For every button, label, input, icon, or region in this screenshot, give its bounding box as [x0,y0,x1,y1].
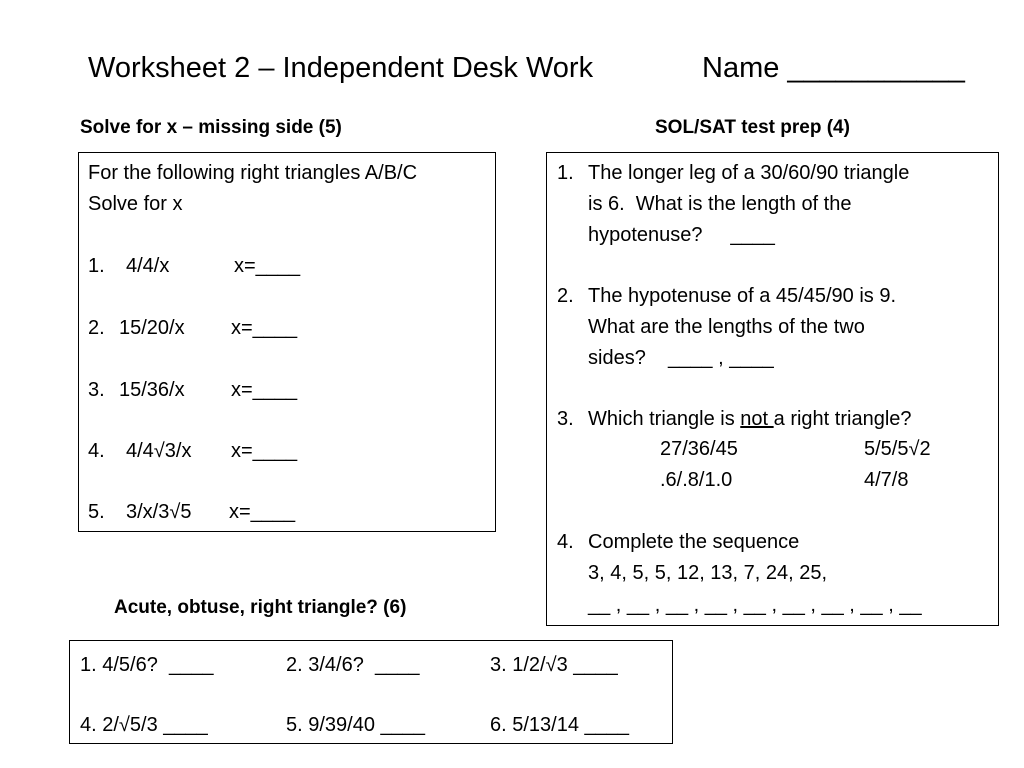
worksheet-title: Worksheet 2 – Independent Desk Work [88,52,594,84]
solve-item-number: 4. [88,440,105,462]
sol-question-text: The hypotenuse of a 45/45/90 is 9. [588,285,896,307]
sol-q3-option: 4/7/8 [864,469,909,491]
solve-item-expression: 3/x/3√5 [126,501,192,523]
acute-item: 2. 3/4/6? ____ [286,654,420,676]
solve-item-answer-blank: x=____ [234,255,301,277]
sol-question-text [588,407,912,431]
acute-obtuse-heading: Acute, obtuse, right triangle? (6) [114,597,407,618]
name-field-label: Name ___________ [702,52,965,84]
solve-item-expression: 4/4/x [126,255,170,277]
sol-question-text: hypotenuse? ____ [588,224,775,246]
solve-item-answer-blank: x=____ [231,379,298,401]
sol-q3-option: .6/.8/1.0 [660,469,733,491]
solve-item-number: 3. [88,379,105,401]
solve-item-number: 2. [88,317,105,339]
sol-question-number: 1. [557,162,574,184]
solve-item-answer-blank: x=____ [231,317,298,339]
acute-item: 5. 9/39/40 ____ [286,714,426,736]
sol-question-number: 4. [557,531,574,553]
sol-sequence-blanks: __ , __ , __ , __ , __ , __ , __ , __ , __ [588,594,922,616]
acute-item: 3. 1/2/√3 ____ [490,654,618,676]
solve-for-x-box [78,152,496,532]
solve-item-number: 1. [88,255,105,277]
solve-item-answer-blank: x=____ [229,501,296,523]
sol-question-text: What are the lengths of the two [588,316,865,338]
acute-obtuse-box [69,640,673,744]
sol-question-text: sides? ____ , ____ [588,347,774,369]
sol-question-number: 2. [557,285,574,307]
acute-item: 1. 4/5/6? ____ [80,654,214,676]
sol-sequence-values: 3, 4, 5, 5, 12, 13, 7, 24, 25, [588,562,828,584]
sol-q3-suffix: a right triangle? [773,408,912,430]
solve-intro-line-1: For the following right triangles A/B/C [88,162,418,184]
solve-item-expression: 15/20/x [119,317,185,339]
solve-item-expression: 4/4√3/x [126,440,192,462]
sol-question-number: 3. [557,408,574,430]
sol-q3-prefix: Which triangle is [588,408,741,430]
acute-item: 6. 5/13/14 ____ [490,714,630,736]
solve-for-x-heading: Solve for x – missing side (5) [80,117,342,138]
sol-question-text: The longer leg of a 30/60/90 triangle [588,162,910,184]
solve-item-answer-blank: x=____ [231,440,298,462]
acute-item: 4. 2/√5/3 ____ [80,714,208,736]
sol-sat-heading: SOL/SAT test prep (4) [655,117,850,138]
sol-q3-option: 5/5/5√2 [864,438,931,460]
sol-question-text: Complete the sequence [588,531,800,553]
sol-sat-box [546,152,999,626]
solve-item-number: 5. [88,501,105,523]
sol-q3-option: 27/36/45 [660,438,738,460]
sol-question-text: is 6. What is the length of the [588,193,852,215]
solve-intro-line-2: Solve for x [88,193,183,215]
sol-q3-emphasis-not: not [740,408,774,430]
solve-item-expression: 15/36/x [119,379,185,401]
